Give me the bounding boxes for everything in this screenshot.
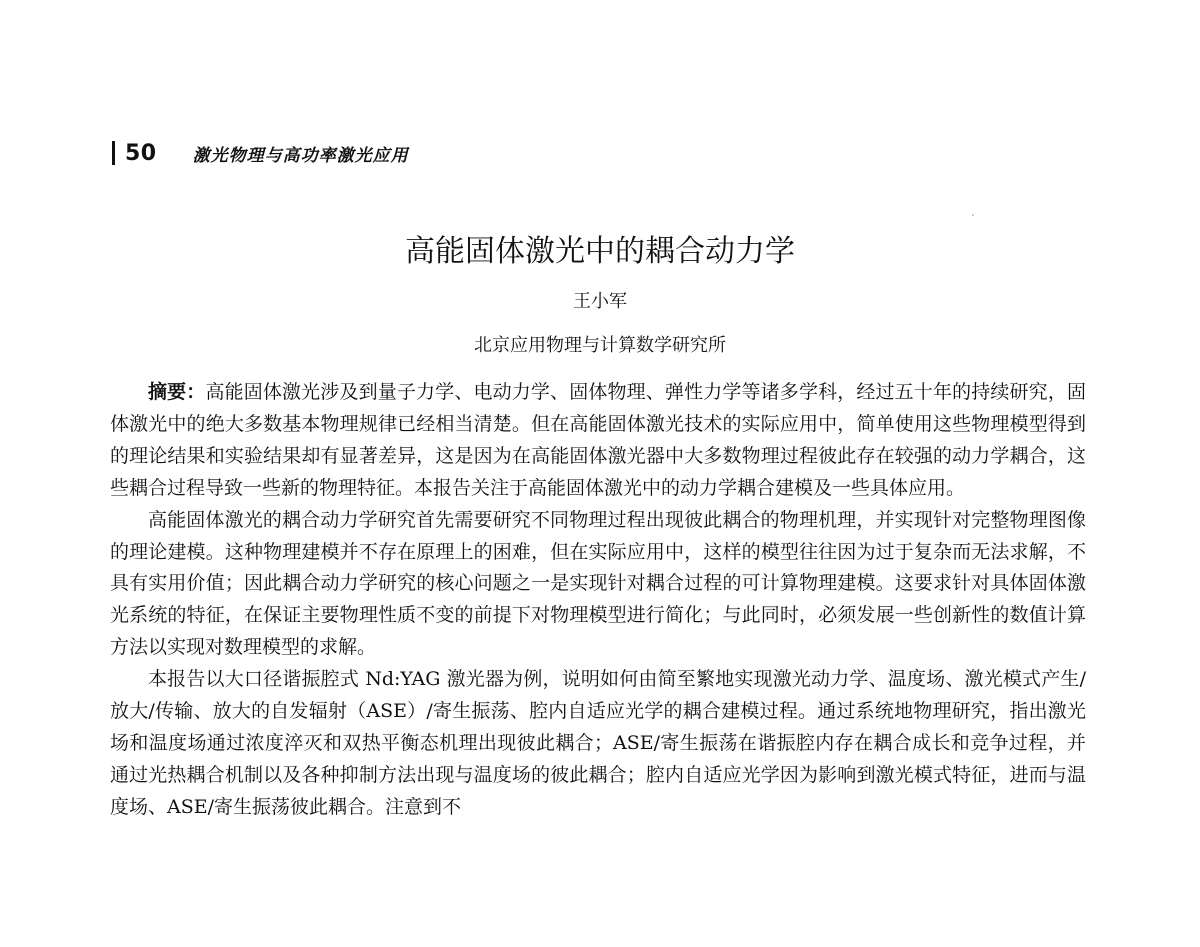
page-number: 50 [125,140,157,166]
paper-body [110,377,1086,824]
body-paragraph: 高能固体激光的耦合动力学研究首先需要研究不同物理过程出现彼此耦合的物理机理，并实现针对完整物理图像的理论建模。这种物理建模并不存在原理上的困难，但在实际应用中，这样的模型往往因为过于复杂而无法求解，不具有实用价值；因此耦合动力学研究的核心问题之一是实现针对耦合过程的可计算物理建模。这要求针对具体固体激光系统的特征，在保证主要物理性质不变的前提下对物理模型进行简化；与此同时，必须发展一些创新性的数值计算方法以实现对数理模型的求解。 [110,508,1086,659]
running-header [112,138,409,168]
abstract-label: 摘要： [148,381,206,403]
header-divider-bar [112,141,115,165]
abstract-paragraph [110,377,1086,505]
paper-title: 高能固体激光中的耦合动力学 [405,234,795,269]
abstract-text: 高能固体激光涉及到量子力学、电动力学、固体物理、弹性力学等诸多学科，经过五十年的持续研究，固体激光中的绝大多数基本物理规律已经相当清楚。但在高能固体激光技术的实际应用中，简单使用这些物理模型得到的理论结果和实验结果却有显著差异，这是因为在高能固体激光器中大多数物理过程彼此存在较强的动力学耦合，这些耦合过程导致一些新的物理特征。本报告关注于高能固体激光中的动力学耦合建模及一些具体应用。 [110,381,1086,499]
body-paragraph: 本报告以大口径谐振腔式 Nd:YAG 激光器为例，说明如何由简至繁地实现激光动力学、温度场、激光模式产生/放大/传输、放大的自发辐射（ASE）/寄生振荡、腔内自适应光学的耦合建模过程。通过系统地物理研究，指出激光场和温度场通过浓度淬灭和双热平衡态机理出现彼此耦合；ASE/寄生振荡在谐振腔内存在耦合成长和竞争过程，并通过光热耦合机制以及各种抑制方法出现与温度场的彼此耦合；腔内自适应光学因为影响到激光模式特征，进而与温度场、ASE/寄生振荡彼此耦合。注意到不 [110,668,1086,818]
journal-name: 激光物理与高功率激光应用 [192,145,409,166]
author-affiliation: 北京应用物理与计算数学研究所 [474,335,726,356]
scan-speck [972,214,974,216]
author-name: 王小军 [573,291,627,312]
